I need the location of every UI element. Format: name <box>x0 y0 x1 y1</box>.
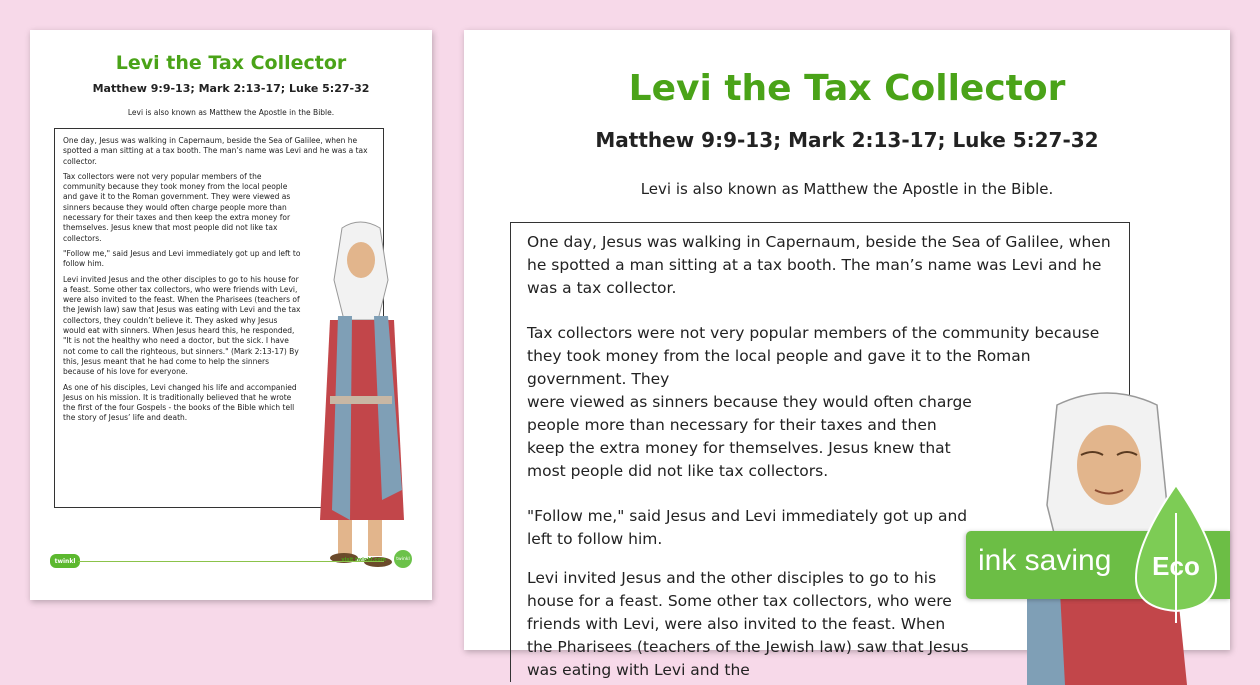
footer-divider <box>78 561 384 562</box>
also-known-as: Levi is also known as Matthew the Apostle in the Bible. <box>640 180 1054 198</box>
eco-leaf-icon <box>1116 483 1236 625</box>
worksheet-title: Levi the Tax Collector <box>628 68 1066 109</box>
worksheet-footer <box>50 554 412 574</box>
ink-saving-label: ink saving <box>978 544 1112 577</box>
story-paragraph: One day, Jesus was walking in Capernaum, beside the Sea of Galilee, when he spotted a man sitting at a tax booth. The man’s name was Levi and he was a tax collector. <box>527 233 1111 297</box>
levi-illustration <box>308 220 412 580</box>
twinkl-logo: twinkl <box>50 554 80 568</box>
story-paragraph: "Follow me," said Jesus and Levi immediately got up and left to follow him. <box>527 507 968 548</box>
story-paragraph: Tax collectors were not very popular members of the community because they took money from the local people and gave it to the Roman government. They were viewed as sinners because they would often charge people more than necessary for their taxes and then keep the extra money for themselves. Jesus knew that most people did not like tax collectors. <box>63 171 291 243</box>
bible-references: Matthew 9:9-13; Mark 2:13-17; Luke 5:27-32 <box>92 82 370 95</box>
footer-url: visit twinkl.com <box>341 557 386 563</box>
story-paragraph: Tax collectors were not very popular members of the community because they took money from the local people and gave it to the Roman government. They <box>527 324 1100 388</box>
story-paragraph: "Follow me," said Jesus and Levi immediately got up and left to follow him. <box>63 248 301 269</box>
ink-saving-badge <box>966 531 1230 599</box>
story-paragraph: Levi invited Jesus and the other disciples to go to his house for a feast. Some other tax collectors, who were friends with Levi, were also invited to the feast. When the Pharisees (teachers of the Jewish law) saw that Jesus was eating with Levi and the <box>527 569 969 679</box>
bible-references: Matthew 9:9-13; Mark 2:13-17; Luke 5:27-32 <box>595 128 1099 152</box>
story-paragraph: As one of his disciples, Levi changed his life and accompanied Jesus on his mission. It is traditionally believed that he wrote the first of the four Gospels - the books of the Bible which tell the story of Jesus’ life and death. <box>63 382 297 423</box>
story-paragraph: Levi invited Jesus and the other disciples to go to his house for a feast. Some other tax collectors, who were friends with Levi, were also invited to the feast. When the Pharisees (teachers of the Jewish law) saw that Jesus was eating with Levi and the tax collectors, they couldn’t believe it. They asked why Jesus would eat with sinners. When Jesus heard this, he responded, "It is not the healthy who need a doctor, but the sick. I have not come to call the righteous, but sinners." (Mark 2:13-17) By this, Jesus meant that he had come to help the sinners because of his love for everyone. <box>63 274 301 377</box>
worksheet-title: Levi the Tax Collector <box>115 52 347 74</box>
story-paragraph: One day, Jesus was walking in Capernaum, beside the Sea of Galilee, when he spotted a man sitting at a tax booth. The man’s name was Levi and he was a tax collector. <box>63 136 368 166</box>
worksheet-preview-small <box>30 30 432 600</box>
story-paragraph: were viewed as sinners because they would often charge people more than necessary for their taxes and then keep the extra money for themselves. Jesus knew that most people did not like tax collectors. <box>527 393 972 480</box>
twinkl-badge: twinkl <box>394 550 412 568</box>
also-known-as: Levi is also known as Matthew the Apostle in the Bible. <box>127 108 335 117</box>
eco-label: Eco <box>1152 551 1200 581</box>
